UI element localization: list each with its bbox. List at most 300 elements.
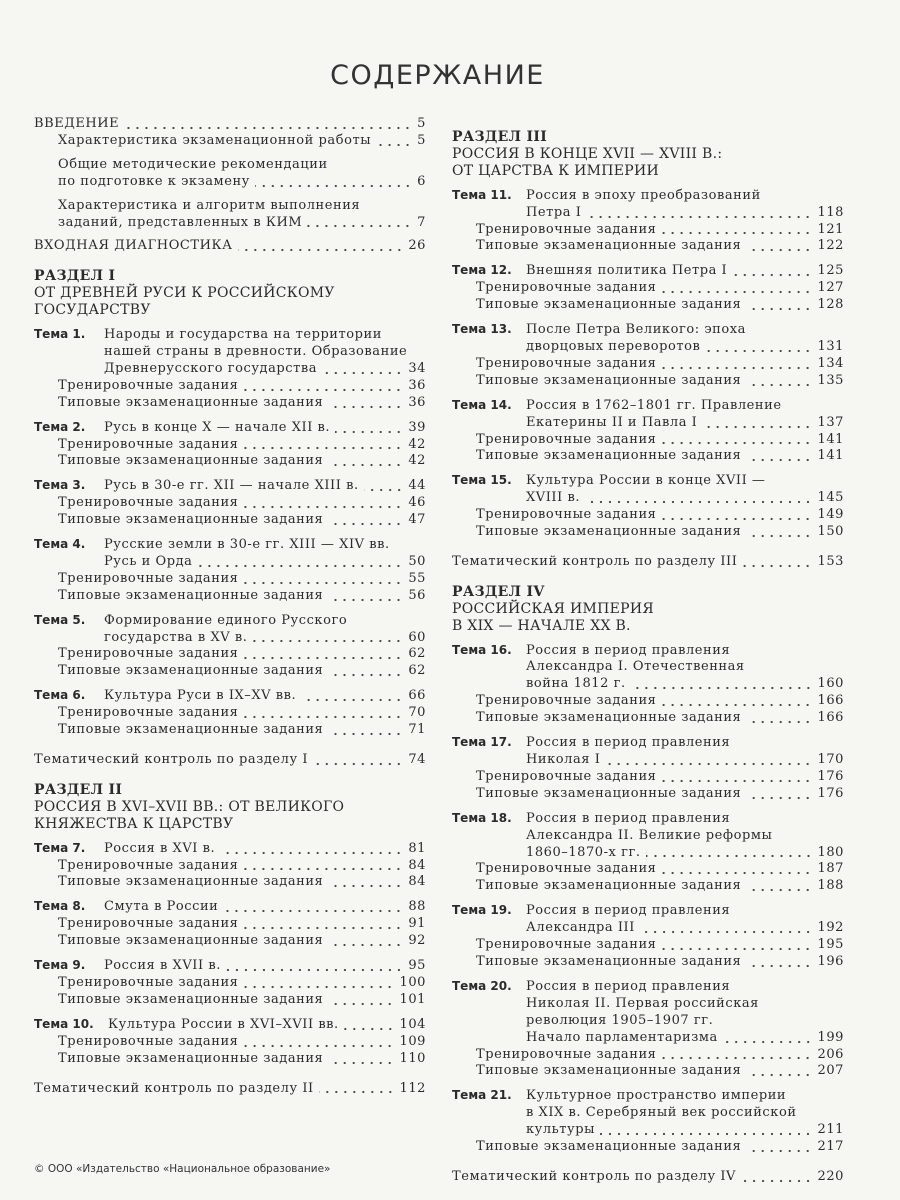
toc-entry-sub[interactable] <box>452 432 844 449</box>
dot-leader <box>746 377 812 387</box>
dot-leader <box>746 1067 812 1077</box>
dot-leader <box>243 382 403 392</box>
toc-entry-sub[interactable] <box>34 992 426 1009</box>
page-number: 137 <box>817 414 844 430</box>
page-number: 42 <box>408 436 426 452</box>
entry-text: Культура Руси в IX–XV вв. <box>104 688 297 704</box>
toc-group <box>452 1087 844 1156</box>
toc-group <box>34 238 426 255</box>
toc-entry-tema[interactable] <box>452 978 844 1047</box>
toc-group <box>34 840 426 892</box>
page-number: 47 <box>408 512 426 528</box>
entry-text: Формирование единого Русского <box>104 612 348 628</box>
toc-group <box>452 472 844 541</box>
dot-leader <box>226 962 403 972</box>
entry-text: Типовые экзаменационные задания <box>476 785 742 801</box>
dot-leader <box>328 937 403 947</box>
section-heading: РАЗДЕЛ I <box>34 268 116 285</box>
toc-entry-control[interactable] <box>34 1081 426 1098</box>
dot-leader <box>702 419 812 429</box>
toc-entry-sub[interactable] <box>34 663 426 680</box>
entry-text: Россия в XVII в. <box>104 958 221 974</box>
dot-leader <box>328 878 403 888</box>
toc-entry-sub[interactable] <box>34 858 426 875</box>
tema-label: Тема 4. <box>34 537 86 552</box>
toc-line <box>452 1063 844 1080</box>
toc-line <box>452 710 844 727</box>
toc-line <box>452 1139 844 1156</box>
page-number: 62 <box>408 663 426 679</box>
toc-entry-sub[interactable] <box>452 786 844 803</box>
toc-entry-tema[interactable] <box>34 1016 426 1034</box>
toc-line <box>34 752 426 769</box>
dot-leader <box>322 365 403 375</box>
entry-text: Типовые экзаменационные задания <box>58 874 324 890</box>
page-number: 180 <box>817 844 844 860</box>
dot-leader <box>243 575 403 585</box>
toc-group <box>452 978 844 1080</box>
toc-entry-tema[interactable] <box>452 734 844 769</box>
dot-leader <box>661 225 812 235</box>
toc-entry-sub[interactable] <box>34 722 426 739</box>
dot-leader <box>238 242 404 252</box>
toc-line <box>34 933 426 950</box>
toc-entry-sub[interactable] <box>452 769 844 786</box>
page-number: 55 <box>408 570 426 586</box>
section-subtitle: ОТ ДРЕВНЕЙ РУСИ К РОССИЙСКОМУ <box>34 285 335 302</box>
entry-text: Тренировочные задания <box>58 436 239 452</box>
toc-group <box>452 584 844 635</box>
toc-group <box>34 326 426 412</box>
entry-text: Типовые экзаменационные задания <box>58 1050 324 1066</box>
toc-entry-sub[interactable] <box>452 878 844 895</box>
toc-line <box>452 810 844 828</box>
toc-line <box>34 453 426 470</box>
entry-text: государства в XV в. <box>104 629 248 645</box>
toc-entry-control[interactable] <box>452 554 844 571</box>
page-number: 176 <box>817 768 844 784</box>
entry-text: Типовые экзаменационные задания <box>476 448 742 464</box>
toc-entry-sub[interactable] <box>34 933 426 950</box>
toc-entry-sub[interactable] <box>452 238 844 255</box>
toc-entry-sub[interactable] <box>452 710 844 727</box>
toc-entry-tema[interactable] <box>452 187 844 222</box>
entry-text: Тренировочные задания <box>58 495 239 511</box>
toc-line <box>34 898 426 916</box>
toc-entry-sub[interactable] <box>452 693 844 710</box>
dot-leader <box>661 865 812 875</box>
dot-leader <box>319 1084 395 1094</box>
page-number: 207 <box>817 1063 844 1079</box>
section-subtitle: РОССИЯ В КОНЦЕ XVII — XVIII В.: <box>452 145 723 162</box>
toc-entry-sub[interactable] <box>34 133 426 150</box>
entry-text: Русские земли в 30-е гг. XIII — XIV вв. <box>104 537 390 553</box>
dot-leader <box>746 452 812 462</box>
toc-line <box>452 448 844 465</box>
toc-line <box>34 477 426 495</box>
page-number: 81 <box>408 840 426 856</box>
page-number: 62 <box>408 646 426 662</box>
dot-leader <box>124 120 412 130</box>
toc-entry-tema[interactable] <box>34 687 426 705</box>
toc-entry-tema[interactable] <box>34 326 426 378</box>
toc-entry-sub[interactable] <box>34 874 426 891</box>
toc-line <box>452 205 844 222</box>
page-number: 188 <box>817 878 844 894</box>
toc-line <box>34 874 426 891</box>
toc-entry-sub[interactable] <box>452 954 844 971</box>
page-number: 145 <box>817 490 844 506</box>
tema-label: Тема 18. <box>452 810 512 825</box>
entry-text: революция 1905–1907 гг. <box>526 1012 714 1028</box>
toc-line <box>452 432 844 449</box>
toc-entry-control[interactable] <box>452 1169 844 1186</box>
toc-line <box>34 858 426 875</box>
toc-group <box>34 157 426 191</box>
entry-text: Типовые экзаменационные задания <box>476 953 742 969</box>
tema-label: Тема 5. <box>34 612 86 627</box>
toc-group <box>452 1169 844 1186</box>
page-number: 34 <box>408 360 426 376</box>
toc-entry-tema[interactable] <box>452 642 844 694</box>
entry-text: Народы и государства на территории <box>104 327 382 343</box>
dot-leader <box>344 1021 395 1031</box>
dot-leader <box>328 457 403 467</box>
toc-line <box>452 1030 844 1047</box>
toc-entry-sub[interactable] <box>34 157 426 191</box>
toc-entry-sub[interactable] <box>34 705 426 722</box>
entry-text: Тематический контроль по разделу II <box>34 1080 314 1096</box>
toc-entry-tema[interactable] <box>452 810 844 862</box>
toc-entry-sub[interactable] <box>34 198 426 232</box>
toc-entry-sub[interactable] <box>452 937 844 954</box>
toc-entry-sub[interactable] <box>452 280 844 297</box>
toc-entry-sub[interactable] <box>34 571 426 588</box>
toc-line <box>34 722 426 739</box>
toc-line <box>34 975 426 992</box>
toc-line <box>34 1081 426 1098</box>
entry-text: Русь в 30-е гг. XII — начале XIII в. <box>104 478 359 494</box>
dot-leader <box>661 284 812 294</box>
page-number: 118 <box>817 204 844 220</box>
page-number: 70 <box>408 705 426 721</box>
toc-entry-tema[interactable] <box>34 536 426 571</box>
toc-line <box>452 507 844 524</box>
page-number: 121 <box>817 221 844 237</box>
section-subtitle: КНЯЖЕСТВА К ЦАРСТВУ <box>34 815 234 832</box>
toc-group <box>452 397 844 466</box>
toc-entry-sub[interactable] <box>452 524 844 541</box>
entry-text: Тренировочные задания <box>476 221 657 237</box>
toc-entry-sub[interactable] <box>34 395 426 412</box>
entry-text: Россия в эпоху преобразований <box>526 187 761 203</box>
page-number: 95 <box>408 958 426 974</box>
entry-text: Тренировочные задания <box>476 768 657 784</box>
entry-text: Русь и Орда <box>104 553 193 569</box>
toc-line <box>34 437 426 454</box>
dot-leader <box>741 1173 813 1183</box>
toc-entry-tema[interactable] <box>452 321 844 356</box>
page-number: 74 <box>408 752 426 767</box>
dot-leader <box>313 756 403 766</box>
toc-group <box>452 321 844 390</box>
toc-entry-tema[interactable] <box>452 1087 844 1139</box>
toc-entry-sub[interactable] <box>34 1051 426 1068</box>
dot-leader <box>661 1050 812 1060</box>
toc-line <box>34 395 426 412</box>
entry-text: Тренировочные задания <box>58 570 239 586</box>
toc-entry-sub[interactable] <box>34 646 426 663</box>
page-number: 88 <box>408 899 426 915</box>
section-heading: РАЗДЕЛ III <box>452 129 548 145</box>
toc-line <box>452 238 844 255</box>
toc-entry-main[interactable] <box>34 116 426 133</box>
page-number: 56 <box>408 587 426 603</box>
dot-leader <box>746 301 812 311</box>
dot-leader <box>705 343 812 353</box>
toc-entry-tema[interactable] <box>34 612 426 647</box>
entry-text: Тренировочные задания <box>476 355 657 371</box>
toc-entry-tema[interactable] <box>34 477 426 495</box>
page-number: 91 <box>408 916 426 932</box>
toc-entry-sub[interactable] <box>34 916 426 933</box>
entry-text: заданий, представленных в КИМ <box>58 214 303 230</box>
toc-entry-tema[interactable] <box>34 840 426 858</box>
page-number: 66 <box>408 688 426 704</box>
page-number: 60 <box>408 629 426 645</box>
entry-text: по подготовке к экзамену <box>58 173 250 189</box>
entry-text: Типовые экзаменационные задания <box>476 1139 742 1155</box>
toc-group <box>34 612 426 681</box>
entry-text: в XIX в. Серебряный век российской <box>526 1105 797 1121</box>
entry-text: Типовые экзаменационные задания <box>476 297 742 313</box>
toc-group <box>452 554 844 571</box>
toc-entry-tema[interactable] <box>452 472 844 507</box>
page-number: 39 <box>408 419 426 435</box>
page-number: 195 <box>817 937 844 953</box>
toc-entry-sub[interactable] <box>452 1139 844 1156</box>
toc-entry-sub[interactable] <box>452 1063 844 1080</box>
toc-line <box>34 198 426 215</box>
toc-entry-sub[interactable] <box>34 588 426 605</box>
tema-label: Тема 15. <box>452 473 512 488</box>
entry-text: Русь в конце X — начале XII в. <box>104 419 331 435</box>
page-number: 100 <box>399 974 426 990</box>
dot-leader <box>243 861 403 871</box>
toc-line <box>452 297 844 314</box>
toc-entry-tema[interactable] <box>452 262 844 280</box>
toc-line <box>34 588 426 605</box>
dot-leader <box>328 726 403 736</box>
toc-entry-sub[interactable] <box>34 1034 426 1051</box>
section-heading: РАЗДЕЛ IV <box>452 583 545 600</box>
toc-entry-sub[interactable] <box>34 975 426 992</box>
dot-leader <box>732 267 812 277</box>
page-number: 141 <box>817 448 844 464</box>
toc-group <box>34 687 426 739</box>
toc-entry-sub[interactable] <box>34 453 426 470</box>
entry-text: XVIII в. <box>526 490 581 506</box>
toc-line <box>452 554 844 571</box>
toc-entry-sub[interactable] <box>34 512 426 529</box>
toc-line <box>34 1034 426 1051</box>
toc-line <box>452 280 844 297</box>
toc-group <box>34 957 426 1009</box>
toc-line <box>452 397 844 415</box>
page-number: 187 <box>817 861 844 877</box>
page-number: 84 <box>408 857 426 873</box>
toc-entry-main[interactable] <box>34 238 426 255</box>
dot-leader <box>328 1055 394 1065</box>
entry-text: Александра I. Отечественная <box>526 659 745 675</box>
section-subtitle: ГОСУДАРСТВУ <box>34 302 151 319</box>
dot-leader <box>746 528 812 538</box>
toc-entry-sub[interactable] <box>34 378 426 395</box>
toc-line <box>452 373 844 390</box>
entry-text: Россия в 1762–1801 гг. Правление <box>526 397 782 413</box>
entry-text: Тренировочные задания <box>476 693 657 709</box>
dot-leader <box>661 360 812 370</box>
dot-leader <box>243 1038 394 1048</box>
toc-group <box>34 782 426 833</box>
tema-label: Тема 9. <box>34 958 86 973</box>
entry-text: Типовые экзаменационные задания <box>476 710 742 726</box>
page-number: 176 <box>817 785 844 801</box>
tema-label: Тема 12. <box>452 263 512 278</box>
entry-text: Типовые экзаменационные задания <box>476 372 742 388</box>
dot-leader <box>223 903 403 913</box>
toc-column-left <box>34 116 426 1097</box>
toc-line <box>452 262 844 280</box>
toc-line <box>452 861 844 878</box>
entry-text: Типовые экзаменационные задания <box>58 394 324 410</box>
entry-text: Общие методические рекомендации <box>58 156 328 172</box>
page-number: 134 <box>817 355 844 371</box>
entry-text: Тренировочные задания <box>476 937 657 953</box>
tema-label: Тема 20. <box>452 978 512 993</box>
entry-text: Типовые экзаменационные задания <box>476 238 742 254</box>
toc-line <box>452 659 844 676</box>
section-subtitle: РОССИЙСКАЯ ИМПЕРИЯ <box>452 600 654 617</box>
dot-leader <box>585 494 812 504</box>
toc-line <box>452 734 844 752</box>
toc-line <box>34 916 426 933</box>
toc-line <box>34 630 426 647</box>
toc-line <box>34 1016 426 1034</box>
page-number: 5 <box>417 132 426 148</box>
entry-text: Тренировочные задания <box>58 974 239 990</box>
toc-line <box>34 344 426 361</box>
toc-entry-tema[interactable] <box>34 957 426 975</box>
toc-group <box>452 262 844 314</box>
toc-line <box>452 524 844 541</box>
toc-group <box>452 642 844 728</box>
toc-line <box>452 642 844 660</box>
tema-label: Тема 17. <box>452 735 512 750</box>
toc-entry-sub[interactable] <box>452 297 844 314</box>
entry-text: После Петра Великого: эпоха <box>526 322 746 338</box>
dot-leader <box>243 709 403 719</box>
tema-label: Тема 13. <box>452 322 512 337</box>
toc-entry-sub[interactable] <box>34 437 426 454</box>
page-number: 110 <box>399 1050 426 1066</box>
page-number: 44 <box>408 478 426 494</box>
toc-line <box>34 419 426 437</box>
tema-label: Тема 3. <box>34 478 86 493</box>
dot-leader <box>746 242 812 252</box>
toc-line <box>34 174 426 191</box>
toc-entry-tema[interactable] <box>452 397 844 432</box>
toc-line <box>452 321 844 339</box>
toc-entry-sub[interactable] <box>452 448 844 465</box>
page-number: 131 <box>817 338 844 354</box>
tema-label: Тема 8. <box>34 899 86 914</box>
entry-text: Николая I <box>526 752 601 767</box>
dot-leader <box>661 435 812 445</box>
toc-line <box>34 215 426 232</box>
toc-line <box>34 957 426 975</box>
toc-entry-tema[interactable] <box>452 902 844 937</box>
toc-line <box>452 954 844 971</box>
page-number: 6 <box>417 173 426 189</box>
dot-leader <box>661 697 812 707</box>
entry-text: Начало парламентаризма <box>526 1029 718 1045</box>
entry-text: дворцовых переворотов <box>526 338 701 354</box>
toc-line <box>452 1013 844 1030</box>
page-number: 211 <box>817 1122 844 1138</box>
toc-entry-sub[interactable] <box>452 373 844 390</box>
toc-entry-tema[interactable] <box>34 419 426 437</box>
entry-text: Россия в период правления <box>526 735 731 751</box>
page-number: 166 <box>817 693 844 709</box>
toc-entry-sub[interactable] <box>452 507 844 524</box>
toc-entry-sub[interactable] <box>452 356 844 373</box>
toc-entry-sub[interactable] <box>452 222 844 239</box>
toc-line <box>452 356 844 373</box>
toc-line <box>452 878 844 895</box>
entry-text: Характеристика экзаменационной работы <box>58 132 372 148</box>
entry-text: Тренировочные задания <box>58 916 239 932</box>
dot-leader <box>661 941 812 951</box>
toc-line <box>34 554 426 571</box>
entry-text: Тренировочные задания <box>476 1046 657 1062</box>
dot-leader <box>328 516 403 526</box>
page-number: 125 <box>817 263 844 279</box>
entry-text: Тематический контроль по разделу I <box>34 752 309 767</box>
toc-entry-sub[interactable] <box>34 495 426 512</box>
entry-text: ВВЕДЕНИЕ <box>34 116 120 131</box>
page-number: 196 <box>817 953 844 969</box>
toc-entry-sub[interactable] <box>452 1047 844 1064</box>
toc-group <box>34 116 426 150</box>
page-number: 5 <box>417 116 426 131</box>
toc-line <box>452 786 844 803</box>
entry-text: Тренировочные задания <box>58 377 239 393</box>
toc-entry-tema[interactable] <box>34 898 426 916</box>
toc-line <box>452 187 844 205</box>
dot-leader <box>746 882 812 892</box>
entry-text: Смута в России <box>104 899 219 915</box>
toc-line <box>452 490 844 507</box>
toc-entry-control[interactable] <box>34 752 426 769</box>
toc-entry-sub[interactable] <box>452 861 844 878</box>
dot-leader <box>600 1126 813 1136</box>
entry-text: Александра III <box>526 920 635 936</box>
dot-leader <box>723 1034 813 1044</box>
toc-group <box>34 419 426 471</box>
toc-line <box>34 536 426 554</box>
page-number: 7 <box>417 214 426 230</box>
